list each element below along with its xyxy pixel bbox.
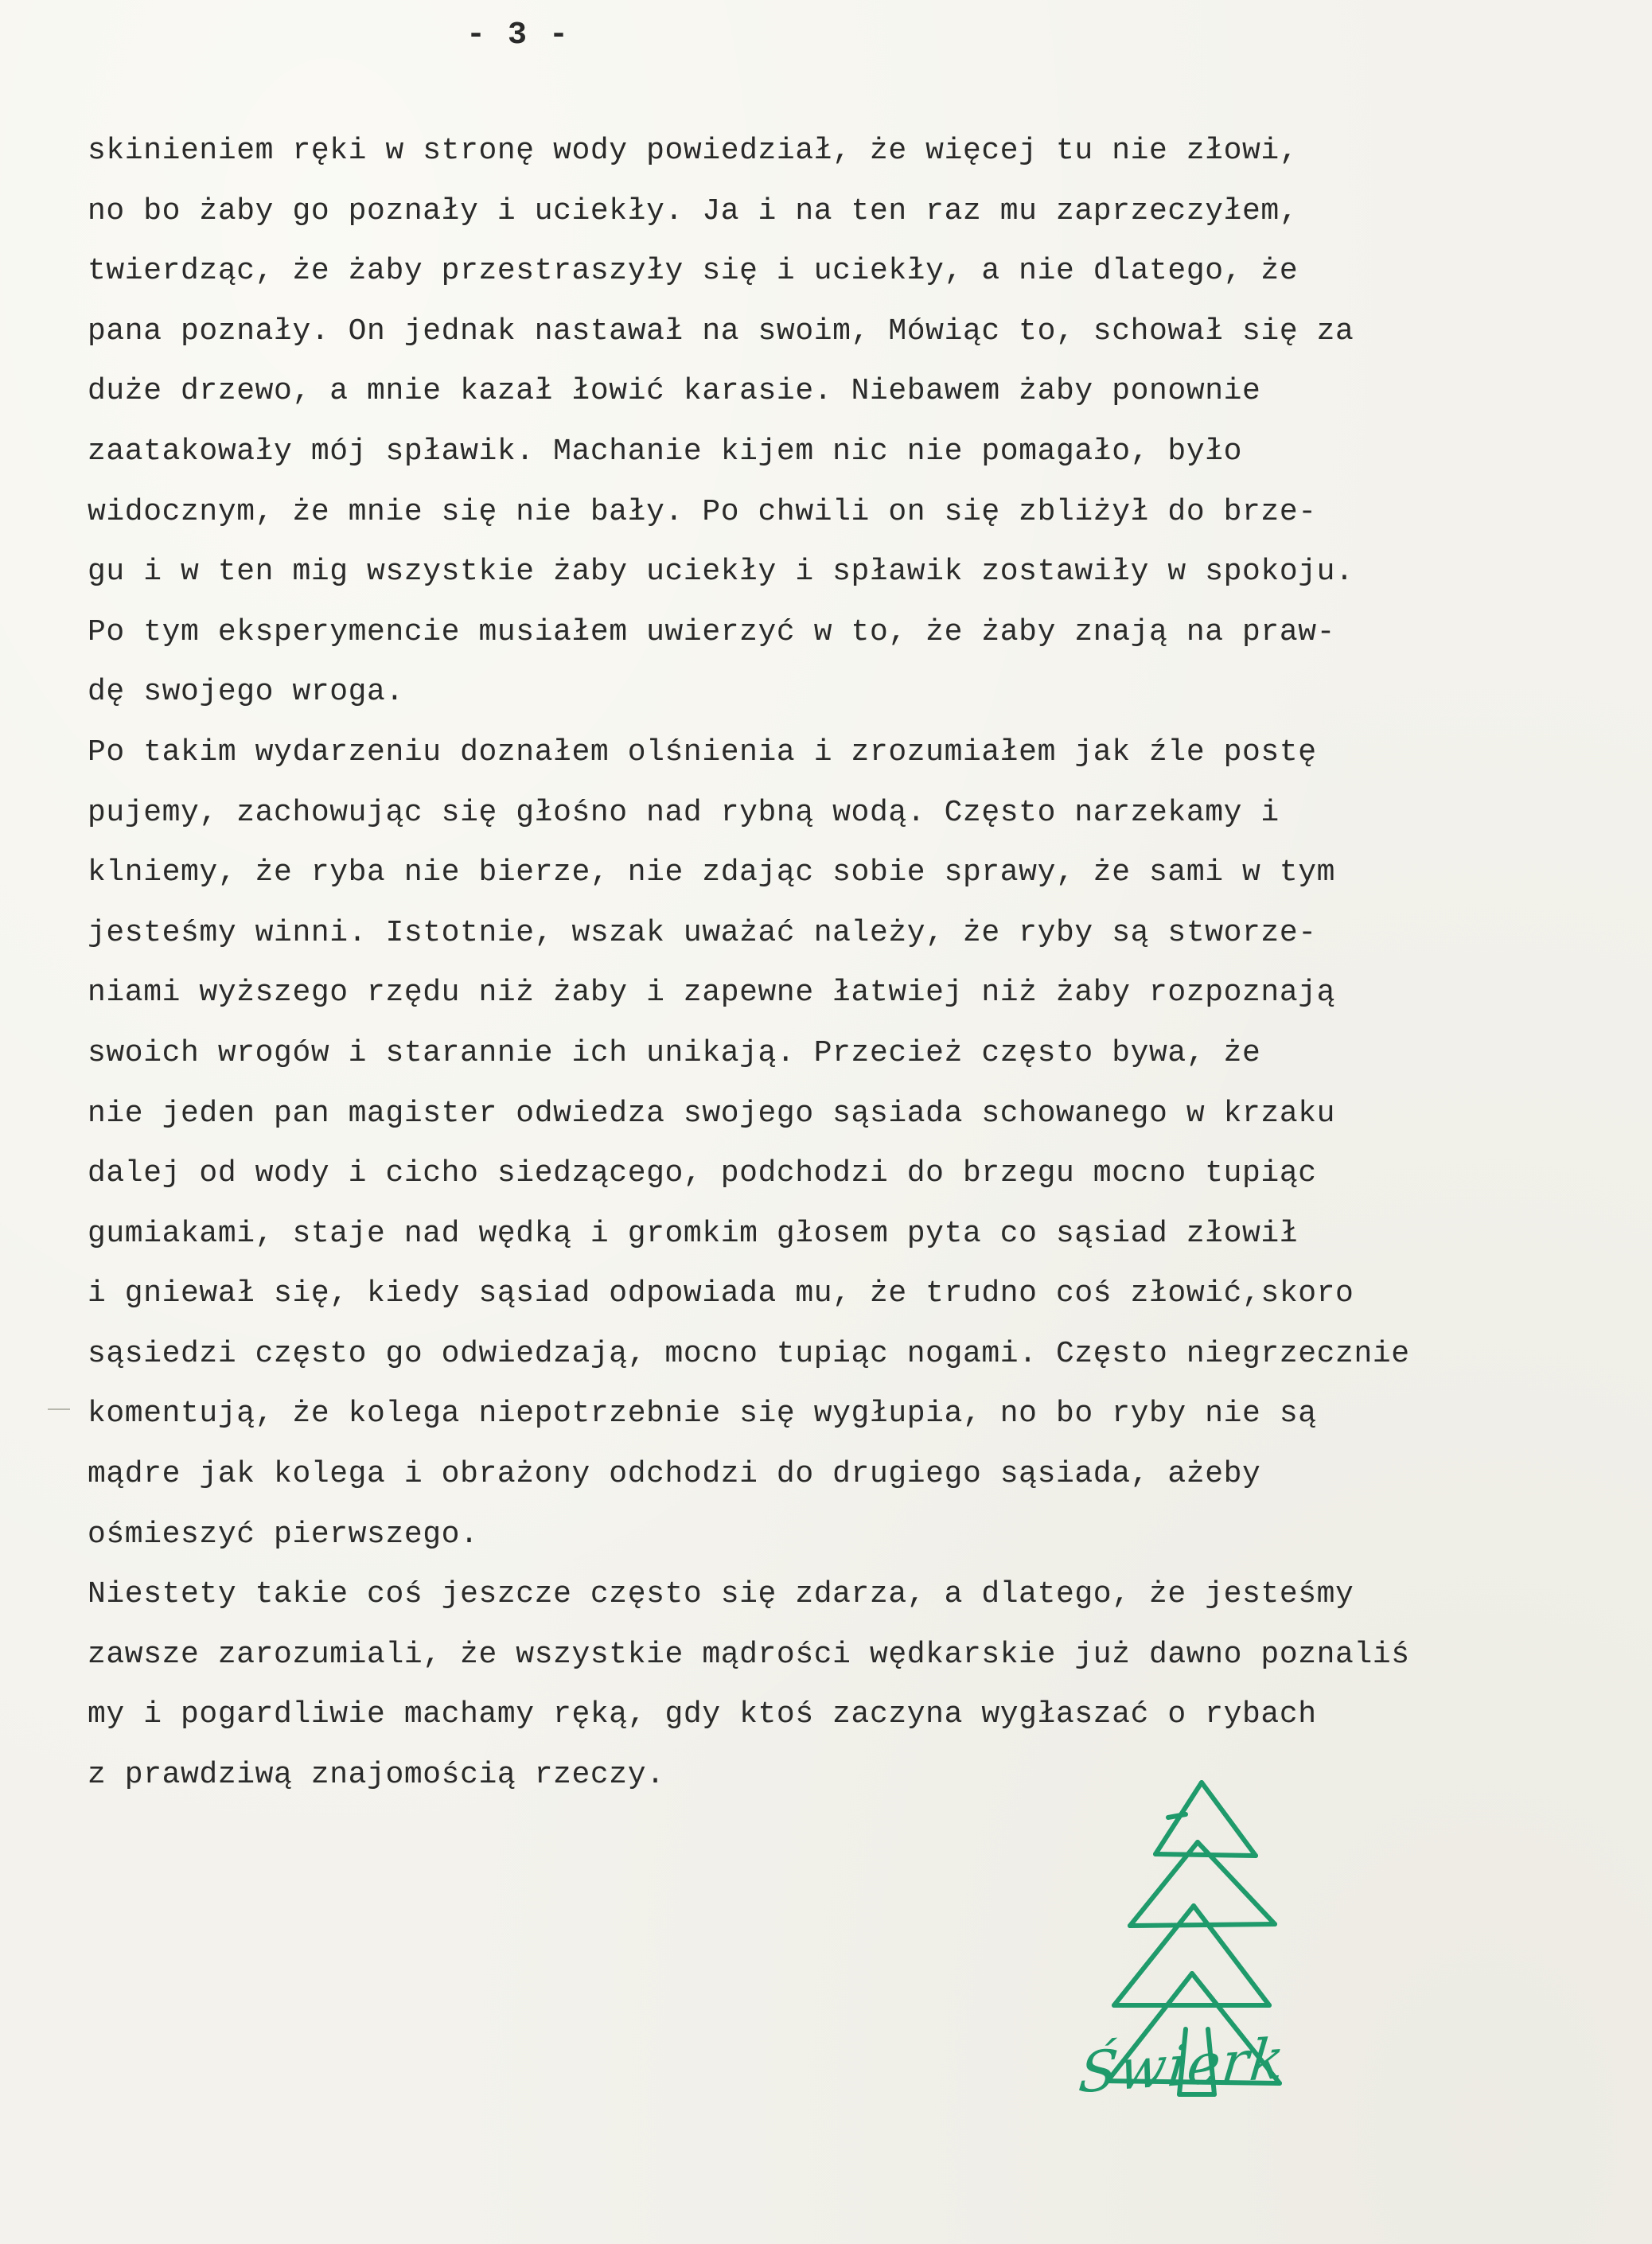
text-line: klniemy, że ryba nie bierze, nie zdając sobie sprawy, że sami w tym	[88, 855, 1336, 890]
text-line: zaatakowały mój spławik. Machanie kijem nic nie pomagało, było	[88, 434, 1243, 469]
text-line: gu i w ten mig wszystkie żaby uciekły i spławik zostawiły w spokoju.	[88, 555, 1354, 590]
text-line: ośmieszyć pierwszego.	[88, 1517, 479, 1552]
text-line: pana poznały. On jednak nastawał na swoim, Mówiąc to, schował się za	[88, 314, 1354, 349]
text-line: dalej od wody i cicho siedzącego, podchodzi do brzegu mocno tupiąc	[88, 1156, 1317, 1191]
body-text	[88, 121, 1599, 1806]
text-line: Niestety takie coś jeszcze często się zdarza, a dlatego, że jesteśmy	[88, 1577, 1354, 1612]
text-line: no bo żaby go poznały i uciekły. Ja i na ten raz mu zaprzeczyłem,	[88, 193, 1299, 228]
text-line: Po takim wydarzeniu doznałem olśnienia i zrozumiałem jak źle postę	[88, 734, 1317, 769]
text-line: sąsiedzi często go odwiedzają, mocno tupiąc nogami. Często niegrzecznie	[88, 1336, 1410, 1371]
text-line: i gniewał się, kiedy sąsiad odpowiada mu, że trudno coś złowić,skoro	[88, 1276, 1354, 1311]
text-line: zawsze zarozumiali, że wszystkie mądrości wędkarskie już dawno poznaliś	[88, 1637, 1410, 1672]
text-line: jesteśmy winni. Istotnie, wszak uważać należy, że ryby są stworze-	[88, 915, 1317, 950]
text-line: z prawdziwą znajomością rzeczy.	[88, 1758, 665, 1793]
text-line: mądre jak kolega i obrażony odchodzi do drugiego sąsiada, ażeby	[88, 1457, 1261, 1492]
page-number: - 3 -	[466, 18, 571, 53]
text-line: niami wyższego rzędu niż żaby i zapewne łatwiej niż żaby rozpoznają	[88, 976, 1336, 1011]
text-line: gumiakami, staje nad wędką i gromkim głosem pyta co sąsiad złowił	[88, 1216, 1299, 1251]
text-line: dę swojego wroga.	[88, 675, 404, 710]
margin-mark	[48, 1408, 70, 1410]
text-line: Po tym eksperymencie musiałem uwierzyć w to, że żaby znają na praw-	[88, 614, 1336, 649]
text-line: skinieniem ręki w stronę wody powiedział, że więcej tu nie złowi,	[88, 134, 1299, 168]
text-line: twierdząc, że żaby przestraszyły się i uciekły, a nie dlatego, że	[88, 254, 1299, 289]
text-line: pujemy, zachowując się głośno nad rybną wodą. Często narzekamy i	[88, 795, 1280, 830]
text-line: duże drzewo, a mnie kazał łowić karasie. Niebawem żaby ponownie	[88, 374, 1261, 409]
text-line: komentują, że kolega niepotrzebnie się wygłupia, no bo ryby nie są	[88, 1397, 1317, 1432]
text-line: swoich wrogów i starannie ich unikają. Przecież często bywa, że	[88, 1035, 1261, 1070]
text-line: my i pogardliwie machamy ręką, gdy ktoś zaczyna wygłaszać o rybach	[88, 1697, 1317, 1732]
text-line: nie jeden pan magister odwiedza swojego sąsiada schowanego w krzaku	[88, 1096, 1336, 1131]
signature-swierk: Świerk	[1075, 2025, 1289, 2106]
text-line: widocznym, że mnie się nie bały. Po chwili on się zbliżył do brze-	[88, 494, 1317, 529]
